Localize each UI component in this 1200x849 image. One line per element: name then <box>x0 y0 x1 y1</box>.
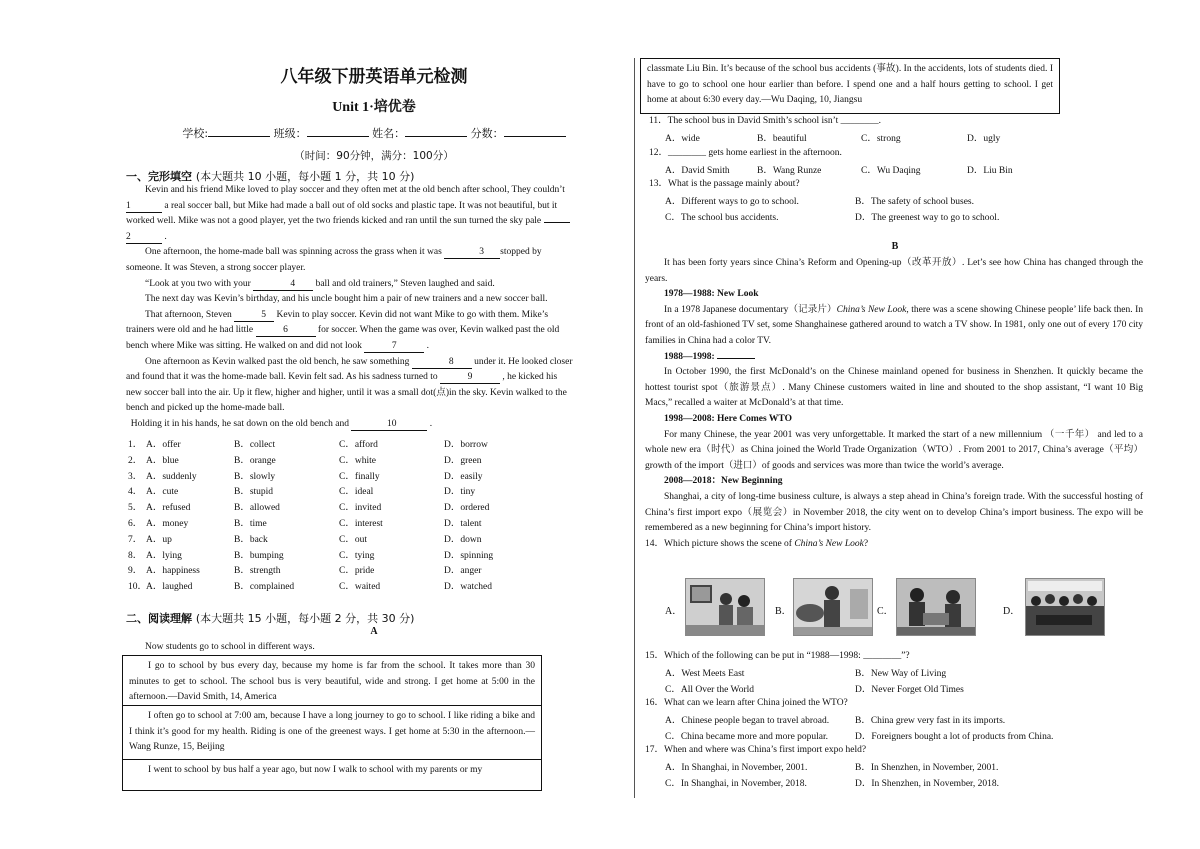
option-b[interactable]: B．China grew very fast in its imports. <box>855 716 1006 726</box>
picture-d-label: D． <box>1003 606 1021 617</box>
option-d[interactable]: D．ugly <box>967 134 1001 144</box>
option-b[interactable]: B．New Way of Living <box>855 669 947 679</box>
cloze-line: worked well. Mike was not a good player, yet the two friends kicked and ran until the sun turned the sky pale <box>126 216 542 227</box>
cloze-line: ball and old trainers,” Steven laughed and said. <box>315 278 495 289</box>
passage-a-label: A <box>370 626 378 637</box>
option-a[interactable]: A．wide <box>665 134 700 144</box>
cloze-line: Kevin and his friend Mike loved to play soccer and they often met at the old bench after school, They couldn’t <box>145 185 565 195</box>
option-c[interactable]: C．In Shanghai, in November, 2018. <box>665 778 807 789</box>
section2-title <box>126 610 414 626</box>
section2-note: (本大题共 15 小题，每小题 2 分，共 30 分) <box>195 612 415 625</box>
passage-b-heading-2: 1988—1998: <box>645 350 1143 366</box>
option-row: 9． A．happiness B．strength C．pride D．anger <box>128 566 482 577</box>
section1-note: (本大题共 10 小题，每小题 1 分，共 10 分) <box>195 170 415 183</box>
heading-blank <box>717 358 755 359</box>
question-17-options <box>665 759 999 790</box>
passage-b-intro: It has been forty years since China’s Reform and Opening-up（改革开放）. Let’s see how China has changed through the years. <box>645 258 1143 284</box>
blank-3: 3 <box>444 247 500 259</box>
cloze-line: and found that it was the home-made ball. Kevin felt sad. As his sadness turned to <box>126 372 438 383</box>
passage-b-para-2: In October 1990, the first McDonald’s on the Chinese mainland opened for business in Shenzhen. It quickly became the hottest tourist spot（旅游景点）. Many Chinese customers waited in line and shouted to the shop assistant, “I want 10 Big Macs,” recalled a waiter at McDonald’s at that time. <box>645 367 1143 409</box>
option-a[interactable]: A．Different ways to go to school. <box>665 197 799 207</box>
cloze-line: trainers were old and he had little <box>126 325 254 336</box>
option-b[interactable]: B．In Shenzhen, in November, 2001. <box>855 763 999 773</box>
blank-4: 4 <box>253 279 313 291</box>
option-row: 10． A．laughed B．complained C．waited D．watched <box>128 582 493 593</box>
passage-b-para-4: Shanghai, a city of long-time business culture, is always a step ahead in China’s foreign trade. With the successful hosting of China’s first import expo（展览会）in November 2018, the city went on to develop China’s import business. The expo will be remembered as a new beginning for China’s import history. <box>645 491 1143 534</box>
blank-1: 1 <box>126 201 162 213</box>
page-subtitle: Unit 1·培优卷 <box>332 100 416 115</box>
photo-farmer-ox[interactable] <box>793 578 873 636</box>
school-blank[interactable] <box>208 125 270 137</box>
cloze-line: Holding it in his hands, he sat down on the old bench and <box>130 418 349 429</box>
option-row: 3． A．suddenly B．slowly C．finally D．easily <box>128 471 483 482</box>
time-limit: （时间：90分钟，满分：100分） <box>294 150 454 162</box>
blank-line <box>544 222 570 223</box>
option-row: 8． A．lying B．bumping C．tying D．spinning <box>128 550 494 561</box>
question-16-options <box>665 712 1053 743</box>
passage-b-heading-1: 1978—1988: New Look <box>664 289 759 300</box>
option-row: 5． A．refused B．allowed C．invited D．ordered <box>128 503 490 514</box>
option-c[interactable]: C．The school bus accidents. <box>665 212 779 223</box>
photo-tv-scene[interactable] <box>685 578 765 636</box>
photo-workshop[interactable] <box>896 578 976 636</box>
option-b[interactable]: B．The safety of school buses. <box>855 197 974 207</box>
option-a[interactable]: A．Chinese people began to travel abroad. <box>665 716 830 726</box>
option-d[interactable]: D．The greenest way to go to school. <box>855 212 1000 223</box>
question-12-options <box>665 162 1013 178</box>
blank-7: 7 <box>364 341 424 353</box>
blank-2: 2 <box>126 232 162 244</box>
passage-b-para-1: In a 1978 Japanese documentary（记录片）China’s New Look, there was a scene showing Chinese people’ life back then. In front of an old-fashioned TV set, some Shanghainese gathered around to watch a TV show. In 1981, only one out of every 170 city families in China had a color TV. <box>645 304 1143 346</box>
page-title: 八年级下册英语单元检测 <box>280 67 468 87</box>
cloze-line: , he kicked his <box>502 372 558 383</box>
option-row: 6． A．money B．time C．interest D．talent <box>128 518 482 529</box>
option-a[interactable]: A．In Shanghai, in November, 2001. <box>665 763 808 773</box>
blank-8: 8 <box>412 357 472 369</box>
picture-c-label: C． <box>877 606 894 617</box>
cloze-line: under it. He looked closer <box>474 356 573 367</box>
option-c[interactable]: C．All Over the World <box>665 684 755 695</box>
column-divider <box>634 58 635 798</box>
score-blank[interactable] <box>504 125 566 137</box>
cloze-line: stopped by <box>500 247 542 258</box>
section1-heading: 一、完形填空 <box>126 170 192 183</box>
option-d[interactable]: D．Foreigners bought a lot of products from China. <box>855 731 1054 742</box>
student-info-line <box>122 125 626 141</box>
cloze-passage: Kevin and his friend Mike loved to play soccer and they often met at the old bench after school, They couldn’t 1 a real soccer ball, but Mike had made a ball out of old socks and plastic tape. It was not beautiful, but it worked well. Mike was not a good player, yet the two friends kicked and ran until the sun turned the sky pale 2 . One afternoon, the home-made ball was spinning across the grass when it was 3 stopped by someone. It was Steven, a strong soccer player. “Look at you two with your 4 ball and old trainers,” Steven laughed and said. The next day was Kevin’s birthday, and his uncle bought him a pair of new trainers and a new soccer ball. That afternoon, Steven 5 Kevin to play soccer. Kevin did not want Mike to go with them. Mike’s trainers were old and he had little 6 for soccer. When the game was over, Kevin walked past the old bench where Mike was sitting. He walked on and did not look 7 . One afternoon as Kevin walked past the old bench, he saw something 8 under it. He looked closer and found that it was the home-made ball. Kevin felt sad. As his sadness turned to 9 , he kicked his new soccer ball into the air. Up it flew, higher and higher, until it was a small dot(点)in the sky. Kevin walked to the bench and picked up the home-made ball. Holding it in his hands, he sat down on the old bench and 10 . <box>126 185 573 429</box>
passage-b-label: B <box>891 241 899 252</box>
passage-b-heading-4: 2008—2018：New Beginning <box>664 476 783 487</box>
passage-a-intro: Now students go to school in different ways. <box>145 642 315 652</box>
question-17: 17．When and where was China’s first import expo held? <box>645 745 867 755</box>
question-16: 16．What can we learn after China joined the WTO? <box>645 698 848 708</box>
passage-a-box-left <box>122 655 542 791</box>
school-label: 学校: <box>182 127 209 140</box>
option-a[interactable]: A．David Smith <box>665 166 730 176</box>
option-c[interactable]: C．Wu Daqing <box>861 166 921 176</box>
question-15: 15．Which of the following can be put in “1988—1998: ________”? <box>645 651 910 661</box>
option-d[interactable]: D．Liu Bin <box>967 166 1013 176</box>
student-statement: I go to school by bus every day, because my home is far from the school. It takes more than 30 minutes to get to school. The school bus is very beautiful, wide and strong. I get home at 5:00 in the afternoon.—David Smith, 14, America <box>123 656 541 706</box>
student-statement: I often go to school at 7:00 am, because I have a long journey to go to school. I like riding a bike and I think it’s good for my health. Riding is one of the greenest ways. I get home at 5:30 in the afternoon.—Wang Runze, 15, Beijing <box>123 706 541 760</box>
cloze-line: a real soccer ball, but Mike had made a ball out of old socks and plastic tape. It was not beautiful, but it <box>164 200 558 211</box>
cloze-line: someone. It was Steven, a strong soccer player. <box>126 262 306 273</box>
student-statement-cont: classmate Liu Bin. It’s because of the school bus accidents (事故). In the accidents, lots of students died. I have to go to school one hour earlier than before. I spend one and a half hours getting to school. I get home at about 6:30 every day.—Wu Daqing, 10, Jiangsu <box>647 64 1053 106</box>
cloze-line: bench where Mike was sitting. He walked on and did not look <box>126 340 362 351</box>
passage-b-heading-3: 1998—2008: Here Comes WTO <box>664 413 792 424</box>
picture-a-label: A． <box>665 606 683 617</box>
blank-10: 10 <box>351 419 427 431</box>
question-11: 11．The school bus in David Smith’s school isn’t ________. <box>649 116 881 126</box>
question-14: 14．Which picture shows the scene of China’s New Look? <box>645 538 869 549</box>
cloze-line: bench and picked up the home-made ball. <box>126 403 285 414</box>
score-label: 分数： <box>470 127 504 140</box>
option-a[interactable]: A．West Meets East <box>665 669 745 679</box>
question-13-options <box>665 193 999 224</box>
option-d[interactable]: D．Never Forget Old Times <box>855 684 964 695</box>
blank-5: 5 <box>234 310 274 322</box>
option-c[interactable]: C．strong <box>861 134 901 144</box>
cloze-line: That afternoon, Steven <box>145 309 232 320</box>
blank-9: 9 <box>440 372 500 384</box>
picture-b-label: B． <box>775 606 792 617</box>
section1-title <box>126 168 414 184</box>
option-b[interactable]: B．beautiful <box>757 134 807 144</box>
cloze-line: Kevin to play soccer. Kevin did not want Mike to go with them. Mike’s <box>276 309 549 320</box>
option-b[interactable]: B．Wang Runze <box>757 166 822 176</box>
passage-b-para-3: For many Chinese, the year 2001 was very unforgettable. It marked the start of a new millennium （一千年） and led to a whole new era（时代）as China joined the World Trade Organization（WTO）. From 2001 to 2017, China’s average（平均）growth of the import（进口）of goods and services was more than twice the world’s average. <box>645 429 1143 471</box>
cloze-line: One afternoon, the home-made ball was spinning across the grass when it was <box>145 247 442 258</box>
question-12: 12．________ gets home earliest in the afternoon. <box>649 148 842 158</box>
option-row: 1． A．offer B．collect C．afford D．borrow <box>128 440 488 450</box>
cloze-line: new soccer ball into the air. Up it flew, higher and higher, until it was a small dot(点)in the sky. Kevin walked to the <box>126 387 567 398</box>
option-row: 4． A．cute B．stupid C．ideal D．tiny <box>128 487 476 498</box>
question-14-pictures <box>663 578 1133 640</box>
question-13: 13．What is the passage mainly about? <box>649 179 800 189</box>
class-label: 班级： <box>273 127 307 140</box>
option-row: 7． A．up B．back C．out D．down <box>128 534 482 545</box>
option-d[interactable]: D．In Shenzhen, in November, 2018. <box>855 778 999 789</box>
cloze-options <box>128 436 608 594</box>
cloze-line: The next day was Kevin’s birthday, and his uncle bought him a pair of new trainers and a new soccer ball. <box>145 294 548 305</box>
name-blank[interactable] <box>405 125 467 137</box>
section2-heading: 二、阅读理解 <box>126 612 192 625</box>
cloze-line: for soccer. When the game was over, Kevin walked past the old <box>317 325 560 336</box>
class-blank[interactable] <box>307 125 369 137</box>
student-statement: I went to school by bus half a year ago, but now I walk to school with my parents or my <box>148 765 483 775</box>
option-row: 2． A．blue B．orange C．white D．green <box>128 455 482 466</box>
cloze-line: One afternoon as Kevin walked past the old bench, he saw something <box>145 356 410 367</box>
photo-crowd[interactable] <box>1025 578 1105 636</box>
question-11-options <box>665 130 1000 146</box>
passage-a-box-right <box>640 58 1060 114</box>
blank-6: 6 <box>256 325 316 337</box>
question-15-options <box>665 665 964 696</box>
cloze-line: “Look at you two with your <box>145 278 251 289</box>
option-c[interactable]: C．China became more and more popular. <box>665 731 829 742</box>
passage-b <box>645 256 1143 552</box>
name-label: 姓名： <box>372 127 406 140</box>
